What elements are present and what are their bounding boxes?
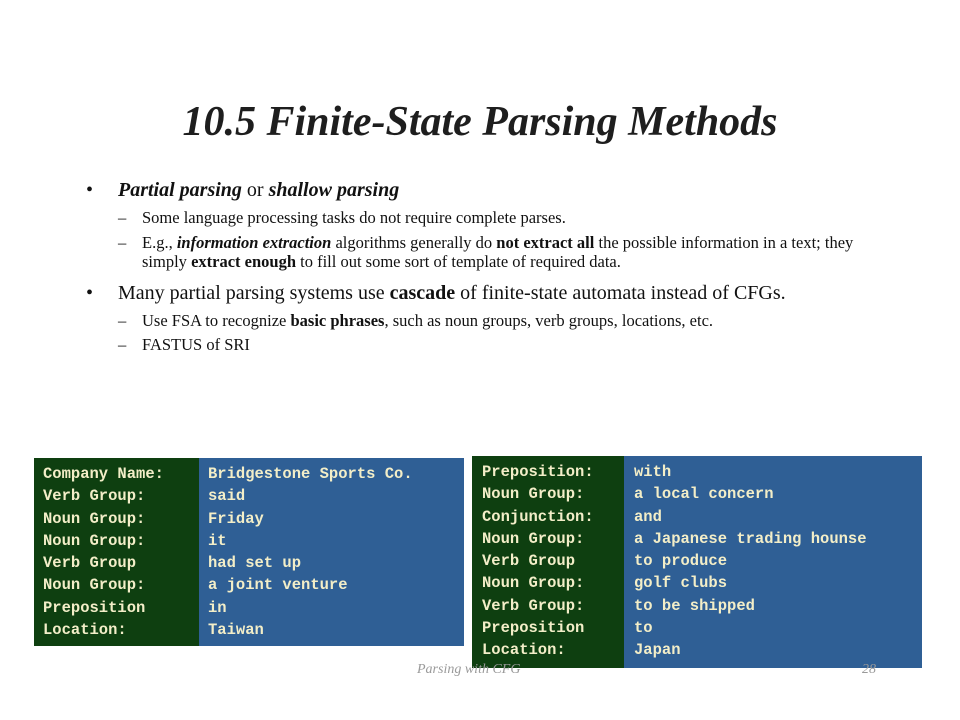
bullet-icon: • (86, 179, 94, 201)
phrase-value: to be shipped (634, 596, 755, 615)
phrase-value: to produce (634, 552, 728, 571)
text-segment: or (241, 179, 269, 201)
phrase-type-label: Location: (482, 641, 566, 660)
phrase-type-label: Conjunction: (482, 507, 594, 526)
sub-bullet-item (86, 335, 876, 355)
phrase-value: to (634, 619, 653, 638)
table-1-values (199, 458, 464, 646)
phrase-type-label: Noun Group: (43, 576, 146, 595)
bullet-list (86, 178, 876, 364)
dash-icon: – (118, 310, 127, 330)
bullet-icon: • (86, 281, 94, 304)
text-segment: E.g., (142, 232, 177, 252)
fastus-table-2 (472, 456, 922, 668)
phrase-value: Taiwan (208, 621, 264, 640)
dash-icon: – (118, 208, 127, 227)
phrase-type-label: Preposition: (482, 463, 594, 481)
text-segment: extract enough (191, 252, 297, 271)
text-segment: shallow parsing (268, 179, 400, 201)
text-segment: Partial parsing (118, 179, 242, 201)
phrase-type-label: Preposition (43, 598, 146, 617)
phrase-value: a local concern (634, 485, 774, 504)
phrase-type-label: Company Name: (43, 465, 164, 483)
text-segment: algorithms generally do (331, 232, 497, 252)
phrase-type-label: Noun Group: (43, 531, 146, 550)
text-segment: basic phrases (290, 310, 385, 330)
table-2-labels (472, 456, 624, 668)
table-2-values (624, 456, 922, 668)
phrase-type-label: Preposition (482, 619, 585, 638)
phrase-value: a Japanese trading hounse (634, 529, 867, 548)
phrase-type-label: Verb Group: (482, 596, 585, 615)
phrase-type-label: Noun Group: (482, 529, 585, 548)
text-segment: Use FSA to recognize (142, 310, 291, 330)
phrase-value: had set up (208, 554, 302, 573)
text-segment: FASTUS of SRI (142, 335, 250, 354)
phrase-value: a joint venture (208, 576, 348, 595)
phrase-value: with (634, 463, 672, 481)
text-segment: Many partial parsing systems use (118, 281, 390, 304)
bullet-item (86, 281, 876, 305)
footer-text: Parsing with CFG (417, 662, 521, 677)
sub-bullet-item (86, 208, 876, 228)
phrase-value: Friday (208, 509, 264, 528)
fastus-table-1 (34, 458, 464, 646)
phrase-type-label: Location: (43, 621, 127, 640)
phrase-value: Japan (634, 641, 681, 660)
slide-title: 10.5 Finite-State Parsing Methods (182, 99, 778, 145)
sub-bullet-item (86, 311, 876, 331)
sub-bullet-item (86, 233, 876, 272)
text-segment: the possible information in a text; they simply (142, 232, 854, 271)
phrase-value: in (208, 598, 227, 617)
text-segment: Some language processing tasks do not require complete parses. (142, 208, 566, 227)
slide-number: 28 (862, 662, 876, 677)
text-segment: not extract all (496, 232, 595, 252)
phrase-type-label: Verb Group (43, 554, 137, 573)
dash-icon: – (118, 232, 127, 252)
dash-icon: – (118, 335, 127, 354)
text-segment: to fill out some sort of template of required data. (296, 252, 621, 271)
phrase-value: and (634, 507, 662, 526)
phrase-type-label: Verb Group: (43, 487, 146, 506)
text-segment: cascade (389, 281, 456, 304)
phrase-type-label: Noun Group: (43, 509, 146, 528)
table-1-labels (34, 458, 199, 646)
text-segment: information extraction (176, 232, 332, 252)
phrase-type-label: Noun Group: (482, 574, 585, 593)
phrase-value: Bridgestone Sports Co. (208, 465, 413, 483)
phrase-type-label: Noun Group: (482, 485, 585, 504)
phrase-type-label: Verb Group (482, 552, 576, 571)
bullet-gap (86, 360, 876, 364)
text-segment: of finite-state automata instead of CFGs. (455, 281, 786, 304)
phrase-value: it (208, 531, 227, 550)
bullet-item (86, 178, 876, 202)
phrase-value: golf clubs (634, 574, 728, 593)
text-segment: , such as noun groups, verb groups, locations, etc. (384, 310, 714, 330)
phrase-value: said (208, 487, 246, 506)
